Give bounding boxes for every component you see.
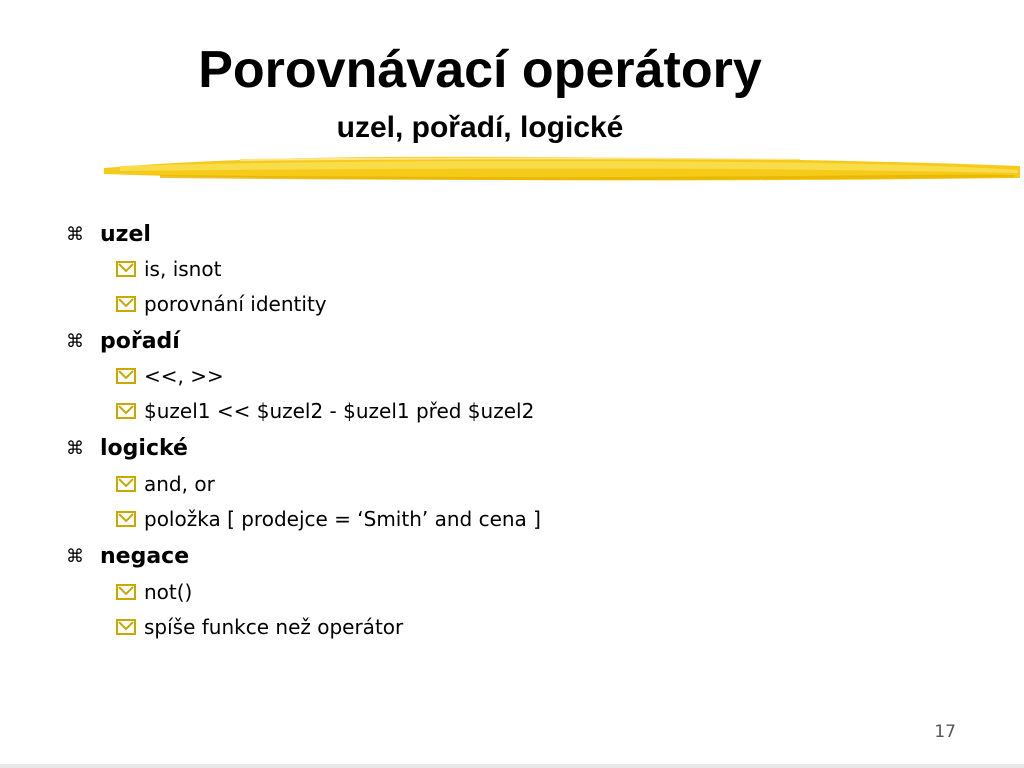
command-bullet-icon: ⌘ [66, 223, 84, 245]
bullet-heading: uzel [100, 221, 151, 247]
bullet-uzel [66, 220, 151, 248]
bullet-logicke [66, 434, 188, 462]
sub-bullet-text: $uzel1 << $uzel2 - $uzel1 před $uzel2 [144, 399, 535, 423]
check-box-icon [116, 619, 136, 635]
sub-bullet [116, 471, 215, 497]
command-bullet-icon: ⌘ [66, 545, 84, 567]
slide-title: Porovnávací operátory [198, 41, 762, 99]
sub-bullet [116, 614, 403, 640]
sub-bullet-text: not() [144, 580, 193, 604]
sub-bullet-text: is, isnot [144, 257, 222, 281]
check-box-icon [116, 584, 136, 600]
check-box-icon [116, 368, 136, 384]
sub-bullet-text: porovnání identity [144, 292, 327, 316]
sub-bullet [116, 291, 327, 317]
slide-subtitle: uzel, pořadí, logické [336, 111, 624, 144]
sub-bullet [116, 579, 192, 605]
check-box-icon [116, 296, 136, 312]
bullet-negace [66, 542, 189, 570]
sub-bullet-text: položka [ prodejce = ‘Smith’ and cena ] [144, 507, 541, 531]
check-box-icon [116, 476, 136, 492]
bullet-heading: pořadí [100, 328, 180, 354]
bullet-poradi [66, 327, 180, 355]
sub-bullet [116, 363, 224, 389]
sub-bullet [116, 506, 541, 532]
check-box-icon [116, 261, 136, 277]
bottom-edge [0, 764, 1024, 768]
check-box-icon [116, 511, 136, 527]
sub-bullet [116, 398, 534, 424]
sub-bullet-text: spíše funkce než operátor [144, 615, 404, 639]
command-bullet-icon: ⌘ [66, 330, 84, 352]
check-box-icon [116, 403, 136, 419]
sub-bullet-text: <<, >> [144, 364, 224, 388]
page-number: 17 [934, 722, 956, 742]
sub-bullet [116, 256, 221, 282]
bullet-heading: logické [100, 435, 188, 461]
command-bullet-icon: ⌘ [66, 437, 84, 459]
sub-bullet-text: and, or [144, 472, 215, 496]
bullet-heading: negace [100, 543, 190, 569]
